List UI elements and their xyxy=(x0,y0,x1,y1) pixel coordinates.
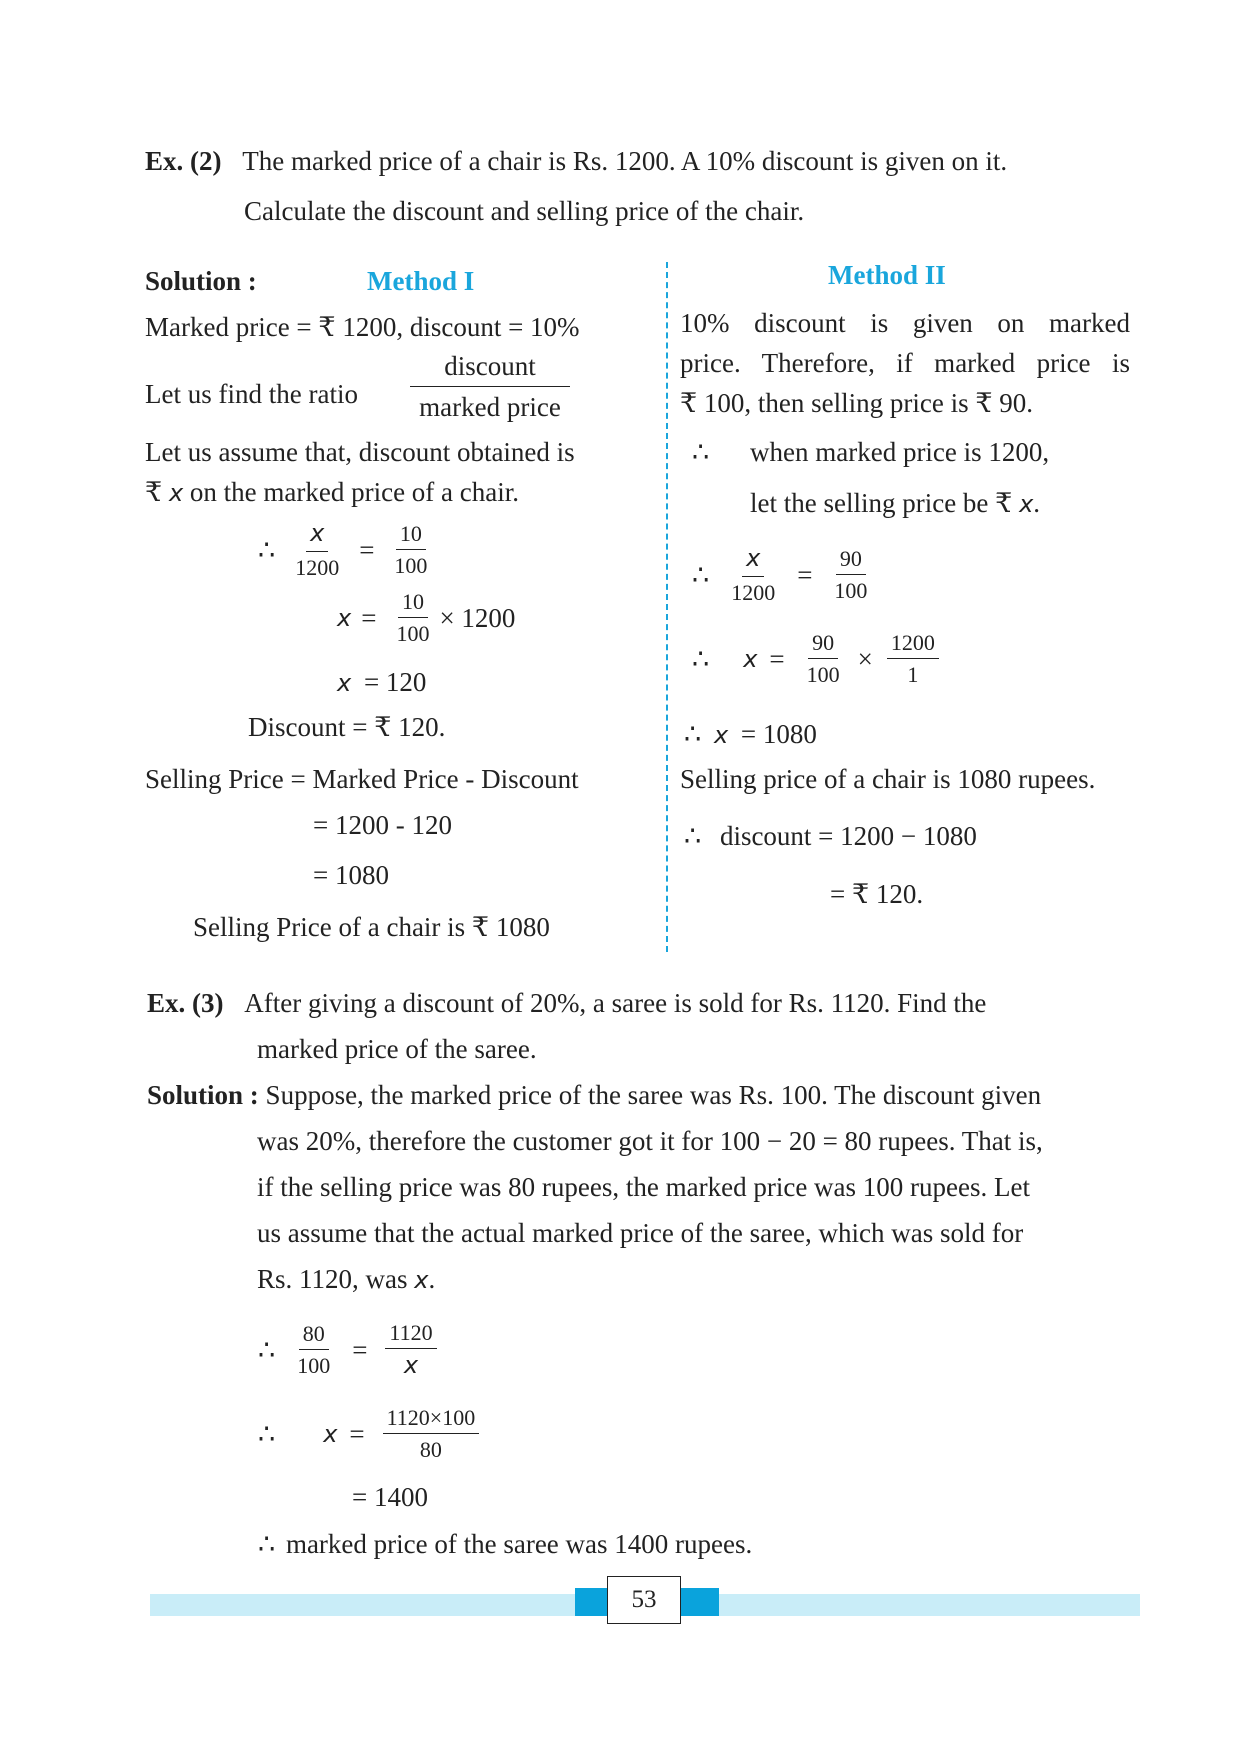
therefore-symbol: ∴ xyxy=(258,1334,276,1365)
var-x: x xyxy=(1019,490,1034,518)
ex3-s3: if the selling price was 80 rupees, the marked price was 100 rupees. Let xyxy=(257,1172,1030,1202)
ex2-text1: The marked price of a chair is Rs. 1200. A 10% discount is given on it. xyxy=(242,146,1008,176)
frac-den: 1200 xyxy=(295,554,340,580)
m2-let-line xyxy=(750,485,1040,521)
therefore-symbol: ∴ xyxy=(684,719,702,749)
frac-num: 90 xyxy=(808,630,838,659)
m1-frac-10-100 xyxy=(390,521,431,579)
m1-sp-step2: = 1080 xyxy=(313,860,389,890)
ex3-line2: marked price of the saree. xyxy=(257,1034,537,1064)
equals: = xyxy=(769,643,785,674)
m1-eq3 xyxy=(337,664,426,700)
m1-marked-price-line: Marked price = ₹ 1200, discount = 10% xyxy=(145,312,580,342)
m2-discount-result: = ₹ 120. xyxy=(830,879,924,909)
m2-intro-l1: 10% discount is given on marked xyxy=(680,308,1130,338)
var-x: x xyxy=(414,1266,429,1294)
therefore-symbol: ∴ xyxy=(692,437,710,467)
therefore-symbol: ∴ xyxy=(684,821,702,851)
m2-intro-l3: ₹ 100, then selling price is ₹ 90. xyxy=(680,388,1034,418)
m2-eq3 xyxy=(684,716,817,752)
frac-num: 1120 xyxy=(385,1320,436,1349)
method2-title: Method II xyxy=(828,260,946,290)
footer-accent-right xyxy=(681,1588,719,1616)
ex3-eq1 xyxy=(258,1320,443,1380)
m1-eq1 xyxy=(258,520,437,580)
ex3-s2: was 20%, therefore the customer got it for 100 − 20 = 80 rupees. That is, xyxy=(257,1126,1043,1156)
m2-frac-1200-1 xyxy=(887,630,939,688)
m2-let-text: let the selling price be ₹ xyxy=(750,488,1013,518)
m1-ratio-den: marked price xyxy=(419,392,561,423)
ex2-line1 xyxy=(145,143,1140,179)
var-x: x xyxy=(168,479,184,507)
method1-title: Method I xyxy=(367,266,475,296)
frac-den: 80 xyxy=(419,1437,442,1463)
ex2-line2: Calculate the discount and selling price of the chair. xyxy=(244,196,805,226)
m1-frac-x-1200 xyxy=(291,520,343,580)
ex3-line1 xyxy=(147,985,1142,1021)
frac-den: 100 xyxy=(834,578,868,604)
page-number: 53 xyxy=(607,1576,681,1624)
frac-den: 100 xyxy=(394,553,428,579)
m2-eq2 xyxy=(692,630,945,688)
m1-discount-result: Discount = ₹ 120. xyxy=(248,712,446,742)
frac-num: x xyxy=(742,545,764,577)
m1-assume-text: on the marked price of a chair. xyxy=(189,477,519,507)
ex3-solution-line1 xyxy=(147,1077,1142,1113)
var-x: x xyxy=(323,1419,338,1448)
therefore-symbol: ∴ xyxy=(692,643,710,674)
ex2-label: Ex. (2) xyxy=(145,146,222,176)
frac-num: 10 xyxy=(398,589,428,618)
m2-intro-l2: price. Therefore, if marked price is xyxy=(680,348,1130,378)
m1-ratio-num: discount xyxy=(410,348,570,387)
m1-sp-result: Selling Price of a chair is ₹ 1080 xyxy=(193,912,550,942)
m1-frac-10-100 xyxy=(392,589,433,647)
ex3-text1: After giving a discount of 20%, a saree is sold for Rs. 1120. Find the xyxy=(244,988,987,1018)
ex3-label: Ex. (3) xyxy=(147,988,224,1018)
ex3-solution-label: Solution : xyxy=(147,1080,259,1110)
therefore-symbol: ∴ xyxy=(258,1418,276,1449)
equals: = xyxy=(352,1334,368,1365)
m2-eq1 xyxy=(692,545,877,605)
frac-den: 100 xyxy=(396,621,430,647)
ex3-s5-line xyxy=(257,1261,435,1297)
ex3-frac-80-100 xyxy=(293,1321,334,1379)
m2-discount-line xyxy=(684,818,977,854)
ex3-s5: Rs. 1120, was xyxy=(257,1264,408,1294)
frac-den: 100 xyxy=(806,662,840,688)
equals: = xyxy=(349,1418,365,1449)
m1-assume-line2 xyxy=(145,474,519,510)
therefore-symbol: ∴ xyxy=(258,534,276,565)
rupee-symbol: ₹ xyxy=(145,477,163,507)
var-x: x xyxy=(743,644,758,673)
times-sign: × xyxy=(857,643,873,674)
m2-frac-x-1200 xyxy=(727,545,779,605)
var-x: x xyxy=(713,721,729,749)
m1-assume-line: Let us assume that, discount obtained is xyxy=(145,437,575,467)
equals: = xyxy=(361,602,377,633)
therefore-symbol: ∴ xyxy=(692,559,710,590)
m2-frac-90-100 xyxy=(830,546,871,604)
var-x: x xyxy=(337,603,352,632)
frac-den: 100 xyxy=(297,1353,331,1379)
ex3-final: marked price of the saree was 1400 rupees. xyxy=(285,1529,753,1559)
equals: = xyxy=(359,534,375,565)
frac-num: 90 xyxy=(836,546,866,575)
period: . xyxy=(1033,488,1041,518)
frac-den: 1 xyxy=(907,662,919,688)
ex3-final-line xyxy=(258,1526,752,1562)
var-x: x xyxy=(337,669,352,697)
ex3-frac-mult-80 xyxy=(383,1405,480,1463)
m2-sp-result: Selling price of a chair is 1080 rupees. xyxy=(680,764,1096,794)
x-equals-1080: = 1080 xyxy=(740,719,817,749)
m1-sp-step1: = 1200 - 120 xyxy=(313,810,452,840)
frac-den: x xyxy=(403,1351,419,1380)
m1-eq2 xyxy=(337,589,515,647)
m2-when-line: when marked price is 1200, xyxy=(750,437,1050,467)
m1-ratio-fraction xyxy=(410,348,570,426)
ex3-frac-1120-x xyxy=(385,1320,436,1380)
frac-num: 80 xyxy=(299,1321,329,1350)
ex3-result: = 1400 xyxy=(352,1482,428,1512)
equals: = xyxy=(797,559,813,590)
frac-num: x xyxy=(306,520,328,552)
ex3-s1: Suppose, the marked price of the saree was Rs. 100. The discount given xyxy=(265,1080,1042,1110)
therefore-symbol: ∴ xyxy=(258,1529,276,1559)
ex3-eq2 xyxy=(258,1405,485,1463)
solution-label: Solution : xyxy=(145,266,257,296)
column-divider xyxy=(666,262,668,952)
period: . xyxy=(428,1264,436,1294)
frac-num: 1200 xyxy=(887,630,939,659)
frac-num: 10 xyxy=(396,521,426,550)
ex3-s4: us assume that the actual marked price of the saree, which was sold for xyxy=(257,1218,1024,1248)
x-equals-120: = 120 xyxy=(363,667,427,697)
frac-num: 1120×100 xyxy=(383,1405,480,1434)
m2-frac-90-100 xyxy=(803,630,844,688)
m1-ratio-text: Let us find the ratio xyxy=(145,379,358,409)
times-1200: × 1200 xyxy=(439,602,516,633)
frac-den: 1200 xyxy=(731,579,776,605)
m2-discount-formula: discount = 1200 − 1080 xyxy=(719,821,977,851)
m1-sp-formula: Selling Price = Marked Price - Discount xyxy=(145,764,579,794)
m2-intro xyxy=(680,303,1130,423)
